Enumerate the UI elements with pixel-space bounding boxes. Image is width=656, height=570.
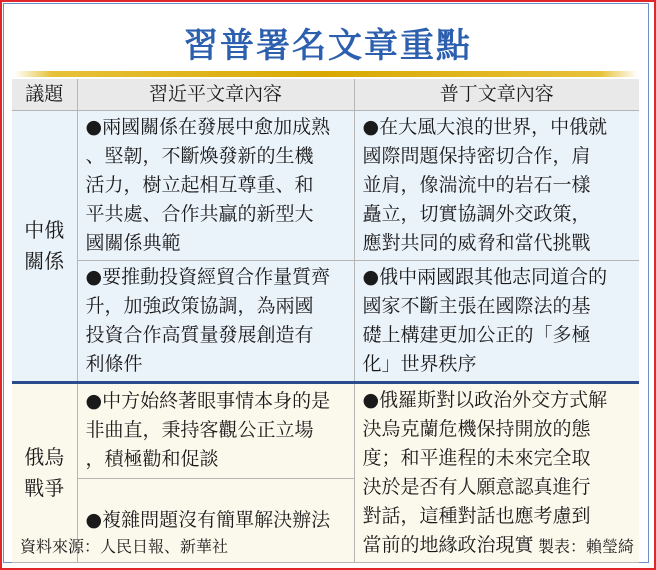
- putin-cell: ●俄羅斯對以政治外交方式解 決烏克蘭危機保持開放的態 度；和平進程的未來完全取 決於是否有人願意認真進行 對話，這種對話也應考慮到 當前的地緣政治現實: [354, 383, 639, 563]
- xi-cell: ●中方始終著眼事情本身的是 非曲直，秉持客觀公正立場 ，積極勸和促談: [77, 383, 354, 479]
- topic-russia-ukraine: 俄烏 戰爭: [12, 383, 77, 563]
- putin-cell: ●在大風大浪的世界，中俄就 國際問題保持密切合作，肩 並肩，像湍流中的岩石一樣 矗立，切實協調外交政策， 應對共同的威脅和當代挑戰: [354, 111, 639, 261]
- title-divider: [14, 71, 638, 77]
- page-title: 習普署名文章重點: [184, 26, 472, 66]
- table-row: [12, 261, 639, 383]
- putin-cell: ●俄中兩國跟其他志同道合的 國家不斷主張在國際法的基 礎上構建更加公正的「多極 化」世界秩序: [354, 261, 639, 383]
- credit-note: 製表：賴瑩綺: [537, 537, 634, 556]
- header-topic: 議題: [12, 79, 77, 111]
- xi-cell: ●兩國關係在發展中愈加成熟 、堅韌，不斷煥發新的生機 活力，樹立起相互尊重、和 平共處、合作共贏的新型大 國關係典範: [77, 111, 354, 261]
- table-row: [12, 111, 639, 261]
- table-header: [12, 79, 639, 111]
- xi-cell: ●複雜問題沒有簡單解決辦法: [77, 478, 354, 562]
- header-putin: 普丁文章內容: [354, 79, 639, 111]
- table-row: [12, 383, 639, 479]
- header-xi: 習近平文章內容: [77, 79, 354, 111]
- source-note: 資料來源：人民日報、新華社: [20, 537, 229, 556]
- comparison-table: [12, 79, 639, 563]
- topic-china-russia: 中俄 關係: [12, 111, 77, 383]
- xi-cell: ●要推動投資經貿合作量質齊 升，加強政策協調，為兩國 投資合作高質量發展創造有 利條件: [77, 261, 354, 383]
